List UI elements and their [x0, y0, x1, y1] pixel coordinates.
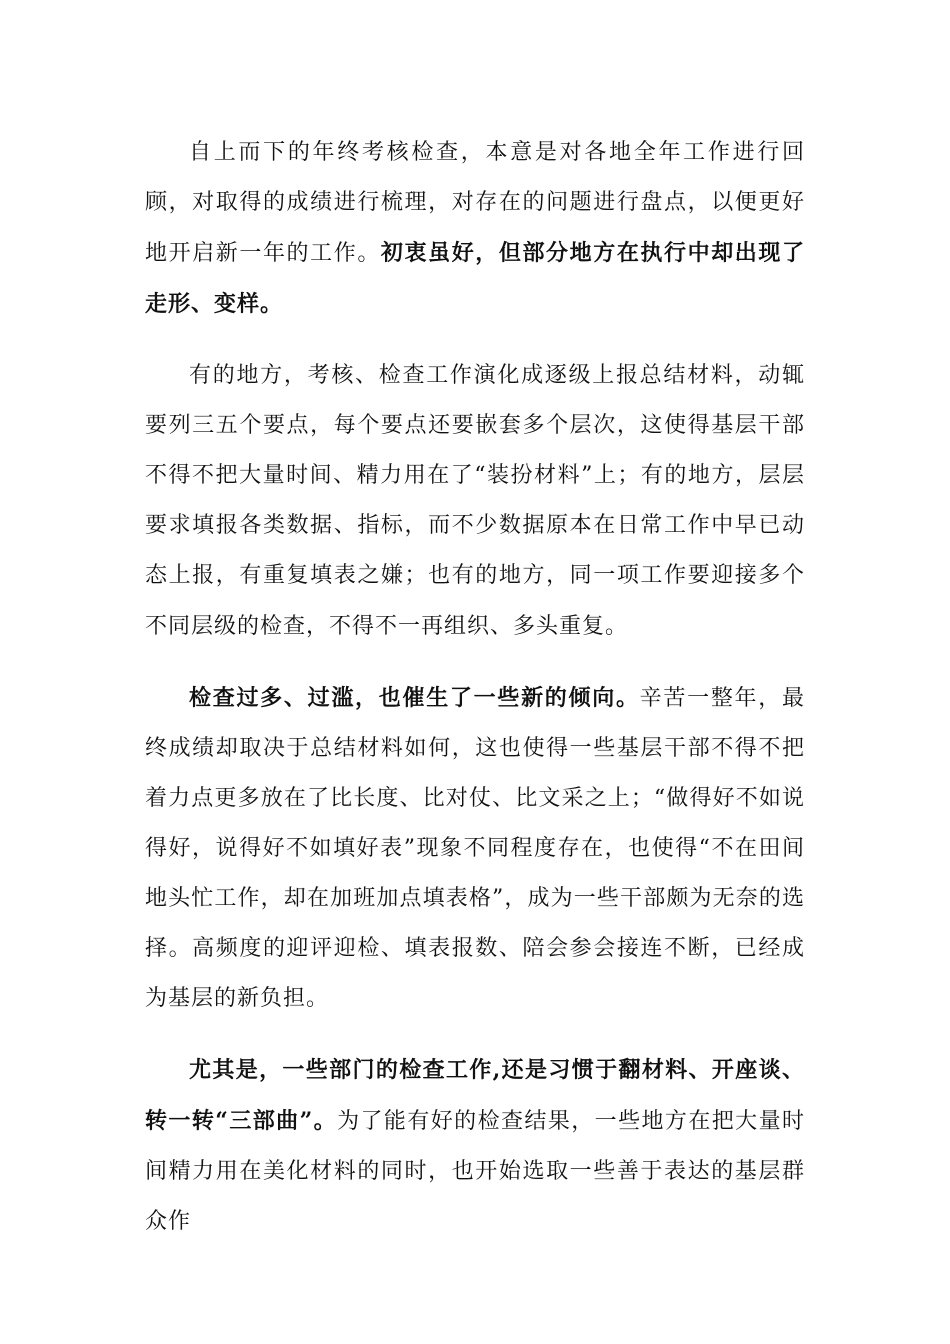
paragraph-3	[145, 673, 805, 1024]
paragraph-1-bold-text: 初衷虽好，但部分地方在执行中却出现了走形、变样。	[145, 240, 805, 317]
document-body	[145, 128, 805, 1247]
paragraph-3-bold-text: 检查过多、过滥，也催生了一些新的倾向。	[189, 685, 640, 711]
paragraph-4-text-after: 为了能有好的检查结果，一些地方在把大量时间精力用在美化材料的同时，也开始选取一些善于表达的基层群众作	[145, 1109, 805, 1234]
paragraph-2-text: 有的地方，考核、检查工作演化成逐级上报总结材料，动辄要列三五个要点，每个要点还要嵌套多个层次，这使得基层干部不得不把大量时间、精力用在了“装扮材料”上；有的地方，层层要求填报各类数据、指标，而不少数据原本在日常工作中早已动态上报，有重复填表之嫌；也有的地方，同一项工作要迎接多个不同层级的检查，不得不一再组织、多头重复。	[145, 363, 805, 639]
paragraph-3-text-after: 辛苦一整年，最终成绩却取决于总结材料如何，这也使得一些基层干部不得不把着力点更多放在了比长度、比对仗、比文采之上；“做得好不如说得好，说得好不如填好表”现象不同程度存在，也使得“不在田间地头忙工作，却在加班加点填表格”，成为一些干部颇为无奈的选择。高频度的迎评迎检、填表报数、陪会参会接连不断，已经成为基层的新负担。	[145, 686, 805, 1011]
paragraph-1	[145, 128, 805, 330]
paragraph-4-bold-text: 尤其是，一些部门的检查工作,还是习惯于翻材料、开座谈、转一转“三部曲”。	[145, 1057, 805, 1134]
paragraph-1-text: 自上而下的年终考核检查，本意是对各地全年工作进行回顾，对取得的成绩进行梳理，对存在的问题进行盘点，以便更好地开启新一年的工作。	[145, 140, 805, 266]
paragraph-4	[145, 1045, 805, 1247]
paragraph-2	[145, 351, 805, 652]
